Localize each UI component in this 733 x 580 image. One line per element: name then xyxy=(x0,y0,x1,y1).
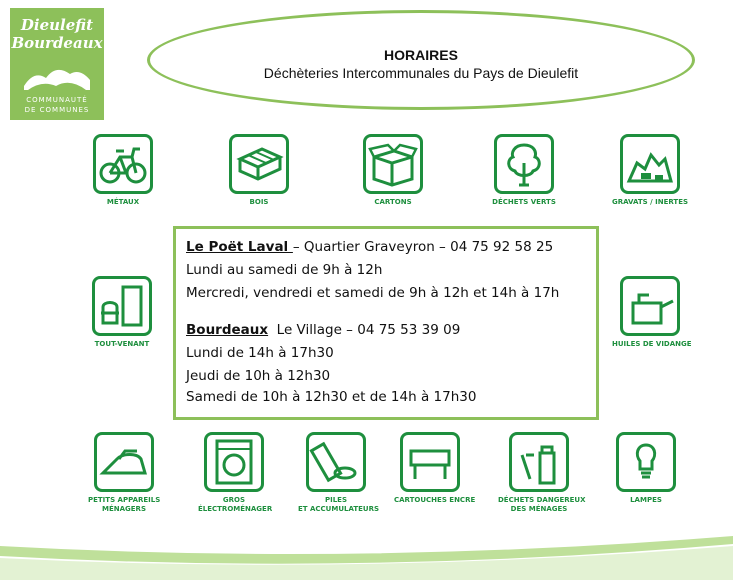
logo-line-1: Dieulefit xyxy=(20,16,94,34)
icon-dechets-verts-label: DÉCHETS VERTS xyxy=(492,198,556,206)
rubble-icon xyxy=(623,137,677,191)
icon-piles-label-2: ET ACCUMULATEURS xyxy=(298,505,380,513)
site1-hours-2: Mercredi, vendredi et samedi de 9h à 12h et 14h à 17h xyxy=(186,285,560,301)
site1-header xyxy=(186,236,596,259)
logo xyxy=(10,8,104,120)
icon-metaux xyxy=(90,134,156,207)
site2-name: Bourdeaux xyxy=(186,322,269,338)
icon-cartouches-label: CARTOUCHES ENCRE xyxy=(394,496,476,504)
iron-icon xyxy=(97,435,151,489)
icon-gravats xyxy=(610,134,690,207)
icon-huiles xyxy=(612,276,692,349)
logo-line-2: Bourdeaux xyxy=(11,34,103,52)
page-title: HORAIRES xyxy=(384,47,458,63)
icon-petits-appareils xyxy=(88,432,160,514)
icon-cartouches xyxy=(394,432,476,505)
site1-detail: – Quartier Graveyron – 04 75 92 58 25 xyxy=(292,239,554,255)
icon-gros-label-1: GROS xyxy=(222,496,246,504)
page-subtitle: Déchèteries Intercommunales du Pays de Dieulefit xyxy=(263,65,579,81)
site2-header xyxy=(186,319,596,342)
icon-gravats-label: GRAVATS / INERTES xyxy=(611,198,689,206)
icon-cartons xyxy=(360,134,426,207)
icon-tout-venant-label: TOUT-VENANT xyxy=(94,340,150,348)
icon-huiles-label: HUILES DE VIDANGE xyxy=(612,340,692,348)
hills-icon xyxy=(22,60,92,92)
icon-piles-label-1: PILES xyxy=(324,496,348,504)
icon-petits-appareils-label-2: MÉNAGERS xyxy=(102,505,146,513)
battery-icon xyxy=(309,435,363,489)
site2-hours-3: Samedi de 10h à 12h30 et de 14h à 17h30 xyxy=(186,389,477,405)
site2-detail: Le Village – 04 75 53 39 09 xyxy=(268,322,461,338)
icon-bois xyxy=(226,134,292,207)
armchair-icon xyxy=(95,279,149,333)
icon-dangereux-label-1: DÉCHETS DANGEREUX xyxy=(498,496,586,504)
ink-cartridge-icon xyxy=(403,435,457,489)
decorative-swoosh xyxy=(0,532,733,580)
icon-tout-venant xyxy=(84,276,160,349)
site2-hours-2: Jeudi de 10h à 12h30 xyxy=(186,368,331,384)
site1-name: Le Poët Laval xyxy=(186,239,293,255)
icon-dangereux-label-2: DES MÉNAGES xyxy=(510,505,568,513)
bicycle-icon xyxy=(96,137,150,191)
tree-icon xyxy=(497,137,551,191)
icon-lampes xyxy=(610,432,682,505)
icon-bois-label: BOIS xyxy=(249,198,269,206)
header-ellipse xyxy=(147,10,695,110)
icon-gros-label-2: ÉLECTROMÉNAGER xyxy=(198,505,273,513)
washing-machine-icon xyxy=(207,435,261,489)
icon-metaux-label: MÉTAUX xyxy=(106,198,140,206)
icon-piles xyxy=(298,432,380,514)
icon-lampes-label: LAMPES xyxy=(630,496,662,504)
oil-can-icon xyxy=(623,279,677,333)
box-icon xyxy=(366,137,420,191)
icon-dechets-dangereux xyxy=(498,432,586,514)
logo-line-4: DE COMMUNES xyxy=(24,106,90,114)
light-bulb-icon xyxy=(619,435,673,489)
pallet-icon xyxy=(232,137,286,191)
icon-petits-appareils-label-1: PETITS APPAREILS xyxy=(88,496,161,504)
site1-hours-1: Lundi au samedi de 9h à 12h xyxy=(186,262,383,278)
logo-line-3: COMMUNAUTÉ xyxy=(26,96,88,104)
site2-hours-1: Lundi de 14h à 17h30 xyxy=(186,345,334,361)
spray-can-icon xyxy=(512,435,566,489)
icon-dechets-verts xyxy=(486,134,562,207)
schedule-box xyxy=(173,226,599,420)
icon-gros-electromenager xyxy=(198,432,273,514)
icon-cartons-label: CARTONS xyxy=(374,198,412,206)
